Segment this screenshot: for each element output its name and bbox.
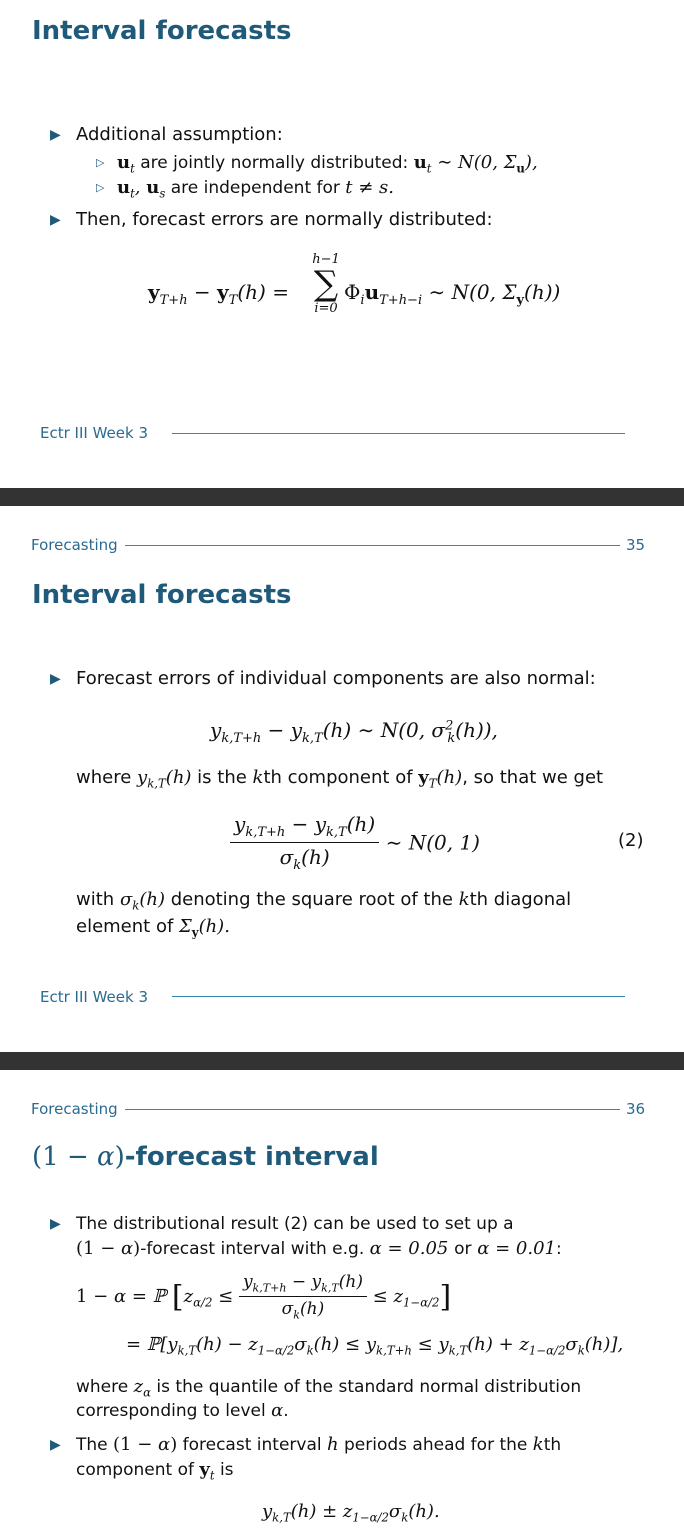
slide-2-with-line-2: element of $\Sigma_y(h)$.	[76, 916, 230, 940]
slide-3-page-number: 36	[626, 1100, 646, 1118]
slide-3-where-line-2: corresponding to level α.	[76, 1400, 289, 1421]
bullet-icon: ▶	[50, 1437, 61, 1453]
footer-rule	[172, 433, 625, 434]
slide-2-with-line-1: with $\sigma_k(h)$ denoting the square root of the kth diagonal	[76, 889, 572, 913]
slide-2-page-number: 35	[626, 536, 646, 554]
slide-1-equation: $y_{T+h} - y_T(h)$ = h−1 ∑ i=0 $\Phi_iu_{T+h-i}$ ∼ N(0, $\Sigma_y(h)$)	[148, 252, 561, 316]
header-rule	[125, 545, 620, 546]
slide-3-equation-3: $y_{k,T}(h) \pm z_{1-\alpha/2}\sigma_k(h)$.	[262, 1501, 440, 1525]
slide-2-equation-2: $\frac{y_{k,T+h} - y_{k,T}(h)}{\sigma_k(h)}$ ∼ N(0, 1)	[230, 812, 480, 873]
sub-bullet-icon: ▷	[96, 181, 105, 194]
bullet-icon: ▶	[50, 1216, 61, 1232]
slide-2-eq-number: (2)	[618, 830, 644, 851]
slide-1-bullet-2: Then, forecast errors are normally distributed:	[76, 209, 493, 230]
slide-3-bullet-2-line-2: component of $y_t$ is	[76, 1459, 234, 1483]
bullet-icon: ▶	[50, 212, 61, 228]
slide-3-bullet-1-line-1: The distributional result (2) can be used to set up a	[76, 1214, 514, 1234]
slide-1-title: Interval forecasts	[32, 16, 292, 46]
slide-1-bullet-1: Additional assumption:	[76, 124, 283, 145]
slide-3-title: (1 − α)-forecast interval	[32, 1142, 379, 1172]
slide-separator	[0, 1052, 684, 1070]
slide-3-bullet-1-line-2: (1 − α)-forecast interval with e.g. α = 0.05 or α = 0.01:	[76, 1238, 562, 1259]
slide-3-equation-1: 1 − α = ℙ [$z_{\alpha/2}$ ≤ $\frac{y_{k,T+h} - y_{k,T}(h)}{\sigma_k(h)}$ ≤ $z_{1-\alpha/2}$]	[76, 1272, 452, 1322]
slide-3-section: Forecasting	[31, 1100, 118, 1118]
slide-1-footer: Ectr III Week 3	[40, 424, 148, 442]
sub-bullet-icon: ▷	[96, 156, 105, 169]
slide-2-where-line: where $y_{k,T}(h)$ is the kth component of $y_T(h)$, so that we get	[76, 767, 604, 791]
slide-2-equation-1: $y_{k,T+h} - y_{k,T}(h)$ ∼ N(0, $\sigma^2_k(h)$),	[210, 718, 498, 746]
slide-2-footer: Ectr III Week 3	[40, 988, 148, 1006]
slide-separator	[0, 488, 684, 506]
slide-1-sub-1: $u_t$ are jointly normally distributed: $u_t$ ∼ N(0, $\Sigma_u$),	[117, 152, 538, 176]
bullet-icon: ▶	[50, 671, 61, 687]
bullet-icon: ▶	[50, 127, 61, 143]
slide-3-bullet-2-line-1: The (1 − α) forecast interval h periods ahead for the kth	[76, 1434, 562, 1455]
slide-2-bullet-1: Forecast errors of individual components are also normal:	[76, 668, 596, 689]
slide-1-sub-2: $u_t$, $u_s$ are independent for t ≠ s.	[117, 177, 395, 201]
slide-2-title: Interval forecasts	[32, 580, 292, 610]
footer-rule	[172, 996, 625, 997]
slide-3-where-line-1: where $z_\alpha$ is the quantile of the standard normal distribution	[76, 1376, 582, 1400]
slide-2-section: Forecasting	[31, 536, 118, 554]
slide-3-equation-2: = $ℙ[y_{k,T}(h) - z_{1-\alpha/2}\sigma_k(h) \le y_{k,T+h} \le y_{k,T}(h) + z_{1-\alpha/2}\sigma_k(h)]$,	[126, 1334, 624, 1358]
header-rule	[125, 1109, 620, 1110]
